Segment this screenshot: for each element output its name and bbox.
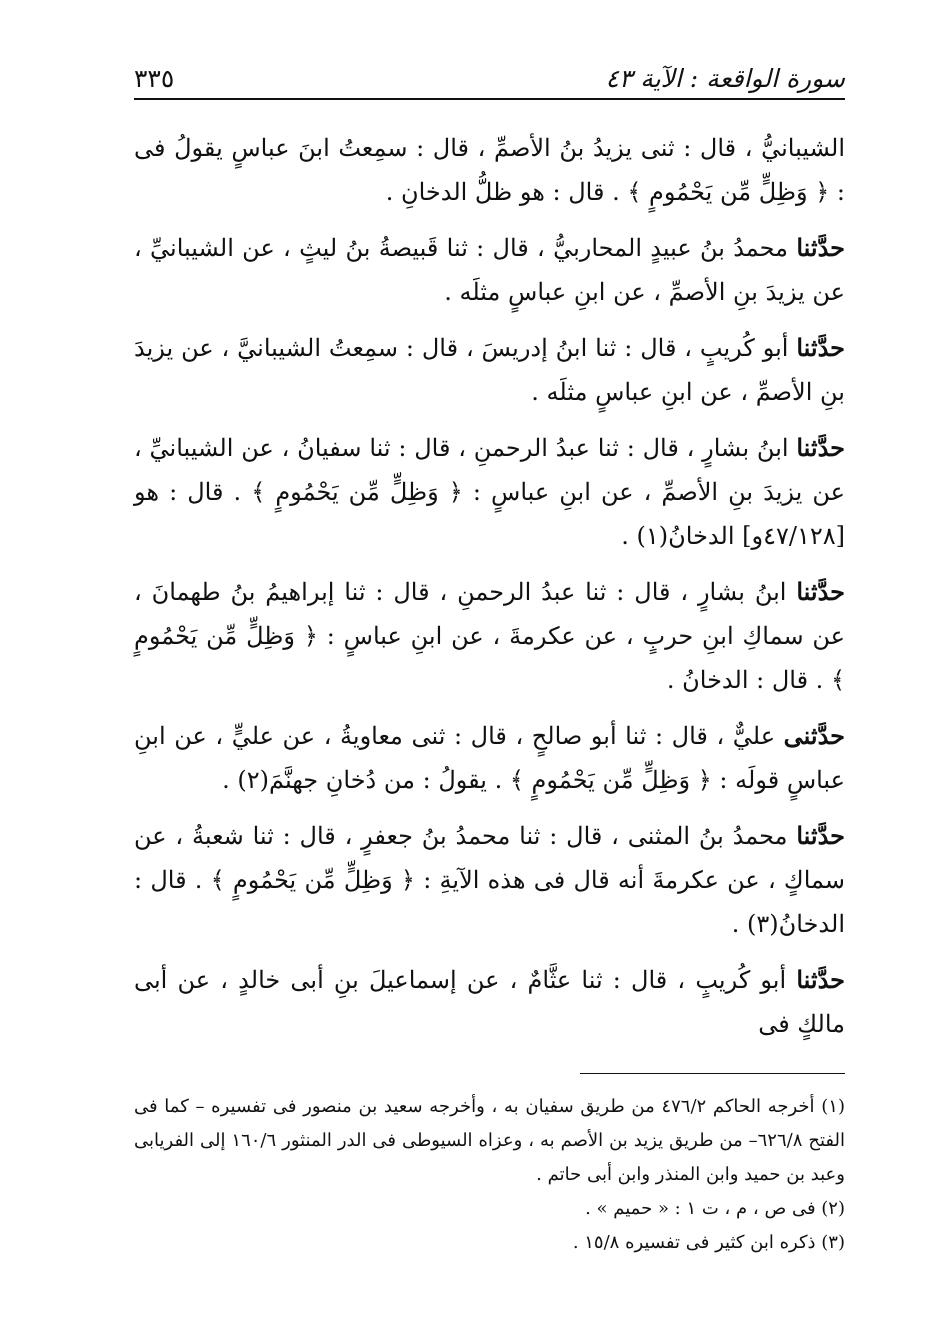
- paragraph-lead: حدَّثنا: [796, 333, 845, 362]
- footnote: (٢) فى ص ، م ، ت ١ : « حميم » .: [585, 1198, 845, 1219]
- paragraph-text: ابنُ بشارٍ ، قال : ثنا عبدُ الرحمنِ ، قال : ثنا إبراهيمُ بنُ طهمانَ ، عن سماكِ ابنِ حربٍ ، عن عكرمةَ ، عن ابنِ عباسٍ : ﴿ وَظِلٍّ مِّن يَحْمُومٍ ﴾ . قال : الدخانُ .: [134, 578, 845, 694]
- paragraph-text: أبو كُريبٍ ، قال : ثنا عثَّامٌ ، عن إسماعيلَ بنِ أبى خالدٍ ، عن أبى مالكٍ فى: [134, 966, 845, 1038]
- page-number: ٣٣٥: [134, 64, 175, 93]
- footnote-divider: [580, 1073, 845, 1074]
- paragraph: [134, 958, 845, 1046]
- paragraph-text: محمدُ بنُ عبيدٍ المحاربيُّ ، قال : ثنا قَبيصةُ بنُ ليثٍ ، عن الشيبانيِّ ، عن يزيدَ بنِ الأصمِّ ، عن ابنِ عباسٍ مثلَه .: [134, 234, 845, 306]
- footnote: (٣) ذكره ابن كثير فى تفسيره ١٥/٨ .: [572, 1232, 845, 1253]
- header-divider: [134, 98, 845, 100]
- main-text: [134, 126, 845, 1058]
- paragraph: [134, 226, 845, 314]
- footnote: (١) أخرجه الحاكم ٤٧٦/٢ من طريق سفيان به ، وأخرجه سعيد بن منصور فى تفسيره – كما فى الفتح ٦٢٦/٨– من طريق يزيد بن الأصم به ، وعزاه السيوطى فى الدر المنثور ١٦٠/٦ إلى الفريابى وعبد بن حميد وابن المنذر وابن أبى حاتم .: [134, 1096, 845, 1185]
- paragraph-lead: حدَّثنا: [796, 233, 845, 262]
- paragraph-lead: حدَّثنا: [796, 577, 845, 606]
- paragraph: [134, 426, 845, 558]
- paragraph-text: محمدُ بنُ المثنى ، قال : ثنا محمدُ بنُ جعفرٍ ، قال : ثنا شعبةُ ، عن سماكٍ ، عن عكرمةَ أنه قال فى هذه الآيةِ : ﴿ وَظِلٍّ مِّن يَحْمُومٍ ﴾ . قال : الدخانُ(٣) .: [134, 822, 845, 938]
- paragraph-text: ابنُ بشارٍ ، قال : ثنا عبدُ الرحمنِ ، قال : ثنا سفيانُ ، عن الشيبانيِّ ، عن يزيدَ بنِ الأصمِّ ، عن ابنِ عباسٍ : ﴿ وَظِلٍّ مِّن يَحْمُومٍ ﴾ . قال : هو [٤٧/١٢٨و] الدخانُ(١) .: [134, 434, 845, 550]
- paragraph-lead: حدَّثنا: [796, 433, 845, 462]
- page-header: [134, 52, 845, 96]
- footnotes: [134, 1090, 845, 1260]
- paragraph-lead: حدَّثنا: [796, 965, 845, 994]
- paragraph: [134, 814, 845, 946]
- paragraph-text: عليٌّ ، قال : ثنا أبو صالحٍ ، قال : ثنى معاويةُ ، عن عليٍّ ، عن ابنِ عباسٍ قولَه : ﴿ وَظِلٍّ مِّن يَحْمُومٍ ﴾ . يقولُ : من دُخانِ جهنَّمَ(٢) .: [134, 722, 845, 794]
- paragraph: [134, 326, 845, 414]
- paragraph-lead: حدَّثنا: [796, 821, 845, 850]
- paragraph: [134, 126, 845, 214]
- running-title: سورة الواقعة : الآية ٤٣: [605, 64, 845, 93]
- paragraph-text: أبو كُريبٍ ، قال : ثنا ابنُ إدريسَ ، قال : سمِعتُ الشيبانيَّ ، عن يزيدَ بنِ الأصمِّ ، عن ابنِ عباسٍ مثلَه .: [134, 334, 845, 406]
- paragraph: [134, 570, 845, 702]
- paragraph: [134, 714, 845, 802]
- paragraph-lead: حدَّثنى: [783, 721, 845, 750]
- paragraph-text: الشيبانيُّ ، قال : ثنى يزيدُ بنُ الأصمِّ ، قال : سمِعتُ ابنَ عباسٍ يقولُ فى : ﴿ وَظِلٍّ مِّن يَحْمُومٍ ﴾ . قال : هو ظلُّ الدخانِ .: [134, 134, 845, 206]
